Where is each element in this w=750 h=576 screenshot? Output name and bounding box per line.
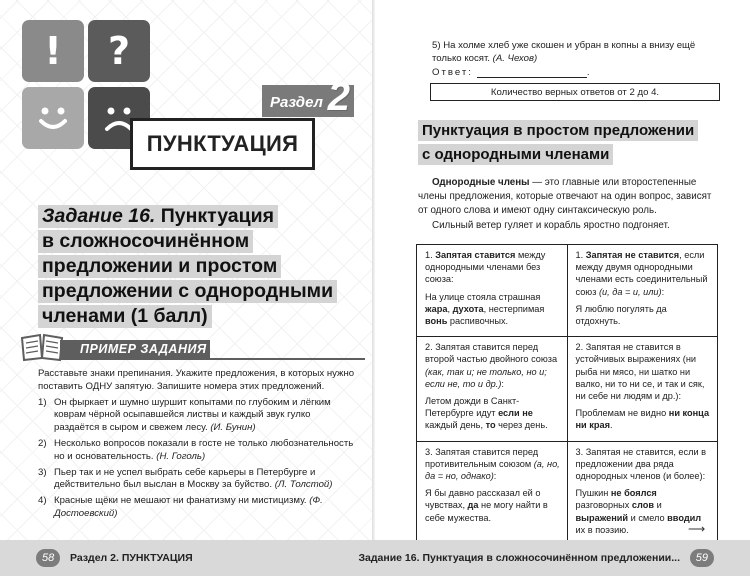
- footer: [0, 540, 750, 576]
- rules-table: [416, 244, 718, 546]
- section-badge-label: Раздел: [270, 94, 323, 111]
- list-item: 5) На холме хлеб уже скошен и убран в копны а внизу ещё только косят. (А. Чехов): [432, 40, 696, 64]
- example-body: [38, 368, 356, 524]
- task-title-line: предложении с однородными: [38, 280, 337, 303]
- task-title-line: членами (1 балл): [38, 305, 212, 328]
- page-number-left: 58: [36, 549, 60, 567]
- example-header: ПРИМЕР ЗАДАНИЯ: [60, 340, 210, 358]
- question-icon: ?: [88, 20, 150, 82]
- section-title-line: Пунктуация в простом предложении: [418, 120, 698, 141]
- section-badge-number: 2: [327, 75, 350, 119]
- section-badge: [262, 75, 354, 119]
- table-row: [417, 245, 718, 337]
- table-cell: 2. Запятая не ставится в устойчивых выражениях (ни рыба ни мясо, ни шатко ни валко, ни то ни се, и так и сяк, ни себе ни людям и др.): Проблемам не видно ни конца ни края.: [567, 337, 718, 441]
- answer-line: Ответ: .: [432, 67, 592, 78]
- section-name-box: [130, 118, 315, 170]
- list-item: 1) Он фыркает и шумно шуршит копытами по глубоким и лёгким коврам чёрной осыпавшейся листвы и каждый звук гулко раздаётся в сыром и свежем лесу. (И. Бунин): [38, 396, 331, 434]
- instructions: Расставьте знаки препинания. Укажите предложения, в которых нужно поставить ОДНУ запятую. Запишите номера этих предложений.: [38, 368, 355, 392]
- table-cell: 2. Запятая ставится перед второй частью двойного союза (как, так и; не только, но и; если не, то и др.): Летом дожди в Санкт-Петербурге идут если не каждый день, то через день.: [417, 337, 568, 441]
- table-cell: 1. Запятая ставится между однородными членами без союза: На улице стояла страшная жара, духота, нестерпимая вонь распивочных.: [417, 245, 568, 337]
- task-title-line: Задание 16. Пунктуация: [38, 205, 278, 228]
- running-header-left: Раздел 2. ПУНКТУАЦИЯ: [70, 552, 193, 564]
- score-note-box: [430, 83, 720, 101]
- divider: [60, 358, 365, 360]
- list-item: 4) Красные щёки не мешают ни фанатизму ни мистицизму. (Ф. Достоевский): [38, 495, 323, 519]
- list-item: 2) Несколько вопросов показали в госте не только любознательность но и основательность. (Н. Гоголь): [38, 437, 354, 462]
- section-title-line: с однородными членами: [418, 144, 613, 165]
- answer-blank: [477, 77, 587, 78]
- exclamation-icon: !: [22, 20, 84, 82]
- task-title: [38, 205, 338, 330]
- score-note: Количество верных ответов от 2 до 4.: [490, 86, 660, 98]
- smiley-face-icon: [22, 87, 84, 149]
- running-header-right: Задание 16. Пунктуация в сложносочинённом предложении...: [358, 552, 680, 564]
- answer-label: Ответ:: [432, 67, 473, 78]
- open-book-icon: [20, 332, 64, 362]
- table-cell: 3. Запятая ставится перед противительным союзом (а, но, да = но, однако): Я бы давно рассказал ей о чувствах, да не могу найти в себе мужества.: [417, 441, 568, 545]
- table-cell: 1. Запятая не ставится, если между двумя однородными членами есть соединительный союз (и, да = и, или): Я люблю погулять да отдохнуть.: [567, 245, 718, 337]
- left-page: [0, 0, 372, 540]
- section-title: [418, 120, 718, 168]
- list-item: 3) Пьер так и не успел выбрать себе карьеры в Петербурге и действительно был выслан в Москву за буйство. (Л. Толстой): [38, 466, 333, 491]
- definition: Однородные члены — это главные или второстепенные члены предложения, которые отвечают на один вопрос, зависят от одного слова и имеют одну синтаксическую роль.: [418, 177, 712, 216]
- page-number-right: 59: [690, 549, 714, 567]
- table-row: [417, 337, 718, 441]
- example-header-bar: [20, 338, 365, 360]
- table-row: [417, 441, 718, 545]
- task-title-line: предложении и простом: [38, 255, 281, 278]
- task-title-line: в сложносочинённом: [38, 230, 253, 253]
- section-name: ПУНКТУАЦИЯ: [146, 131, 299, 156]
- continue-arrow-icon: ⟶: [688, 522, 706, 536]
- example-list: [38, 397, 356, 521]
- example-sentence: Сильный ветер гуляет и корабль яростно подгоняет.: [432, 220, 670, 231]
- table-cell: 3. Запятая не ставится, если в предложении два ряда однородных членов (и более): Пушкин не боялся разговорных слов и выражений и смело вводил их в поэзию.: [567, 441, 718, 545]
